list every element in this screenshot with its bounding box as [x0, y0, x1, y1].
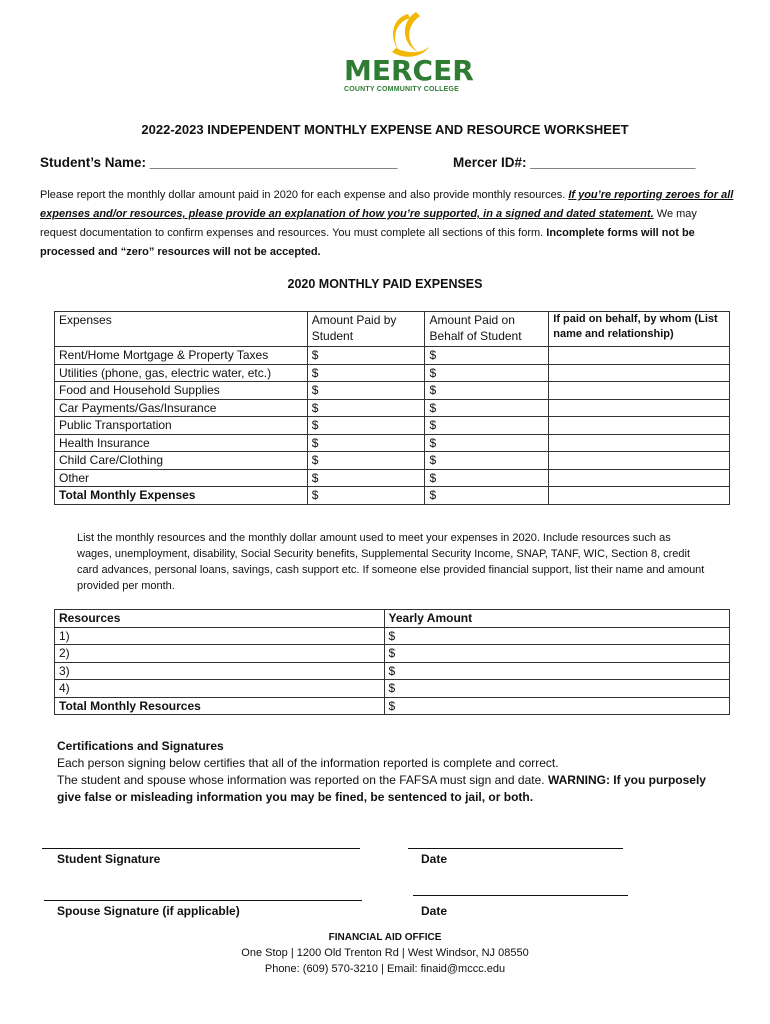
total-paid-by-whom-cell[interactable]: [549, 487, 730, 505]
paid-by-whom-cell[interactable]: [549, 417, 730, 435]
amount-on-behalf-cell[interactable]: $: [425, 452, 549, 470]
amount-by-student-cell[interactable]: $: [307, 347, 425, 365]
certifications-block: [57, 738, 717, 806]
paid-by-whom-cell[interactable]: [549, 452, 730, 470]
expense-label: Car Payments/Gas/Insurance: [55, 399, 308, 417]
expense-row: [55, 399, 730, 417]
total-expenses-label: Total Monthly Expenses: [55, 487, 308, 505]
amount-on-behalf-header: Amount Paid on Behalf of Student: [425, 312, 549, 347]
expense-row: [55, 452, 730, 470]
yearly-amount-cell[interactable]: $: [384, 662, 729, 680]
spouse-date-label: Date: [421, 904, 448, 918]
amount-by-student-cell[interactable]: $: [307, 452, 425, 470]
expense-label: Child Care/Clothing: [55, 452, 308, 470]
amount-by-student-cell[interactable]: $: [307, 399, 425, 417]
footer-contact: Phone: (609) 570-3210 | Email: finaid@mccc.edu: [264, 963, 506, 975]
amount-on-behalf-cell[interactable]: $: [425, 417, 549, 435]
resource-label[interactable]: 3): [55, 662, 385, 680]
worksheet-title: 2022-2023 INDEPENDENT MONTHLY EXPENSE AND RESOURCE WORKSHEET: [141, 122, 629, 137]
spouse-signature-label: Spouse Signature (if applicable): [57, 904, 240, 918]
paid-by-whom-cell[interactable]: [549, 347, 730, 365]
resource-row: [55, 627, 730, 645]
resource-row: [55, 662, 730, 680]
resource-label[interactable]: 2): [55, 645, 385, 663]
yearly-amount-cell[interactable]: $: [384, 645, 729, 663]
student-name-field[interactable]: Student’s Name: _________________________________: [40, 155, 398, 170]
amount-by-student-header: Amount Paid by Student: [307, 312, 425, 347]
instructions-paragraph: [40, 186, 735, 262]
intro-zeroes-note: If you’re reporting zeroes for all expenses and/or resources, please provide an explanation of how you’re supported, in a signed and dated statement.: [40, 189, 734, 220]
resource-label[interactable]: 4): [55, 680, 385, 698]
student-signature-line[interactable]: [42, 848, 360, 849]
expense-row: [55, 469, 730, 487]
expense-label: Food and Household Supplies: [55, 382, 308, 400]
paid-by-whom-header: If paid on behalf, by whom (List name and relationship): [549, 312, 730, 347]
resources-header: Resources: [55, 610, 385, 628]
resource-row: [55, 645, 730, 663]
amount-by-student-cell[interactable]: $: [307, 469, 425, 487]
logo-subtitle: COUNTY COMMUNITY COLLEGE: [344, 86, 459, 93]
expense-total-row: [55, 487, 730, 505]
amount-by-student-cell[interactable]: $: [307, 382, 425, 400]
amount-by-student-cell[interactable]: $: [307, 434, 425, 452]
amount-on-behalf-cell[interactable]: $: [425, 364, 549, 382]
yearly-amount-cell[interactable]: $: [384, 627, 729, 645]
expense-label: Rent/Home Mortgage & Property Taxes: [55, 347, 308, 365]
expense-row: [55, 347, 730, 365]
total-on-behalf-cell[interactable]: $: [425, 487, 549, 505]
resource-label[interactable]: 1): [55, 627, 385, 645]
student-signature-label: Student Signature: [57, 852, 161, 866]
paid-by-whom-cell[interactable]: [549, 399, 730, 417]
expense-row: [55, 417, 730, 435]
footer-office: FINANCIAL AID OFFICE: [328, 932, 442, 943]
expense-row: [55, 364, 730, 382]
total-resources-label: Total Monthly Resources: [55, 697, 385, 715]
resource-row: [55, 680, 730, 698]
logo-wordmark: MERCER: [344, 54, 474, 87]
certifications-sign-note: The student and spouse whose information was reported on the FAFSA must sign and date.: [57, 773, 548, 787]
resources-instructions: List the monthly resources and the monthly dollar amount used to meet your expenses in 2020. Include resources such as wages, unemployment, disability, Social Security benefits, Supplemental Security Income, SNAP, TANF, WIC, Section 8, credit card advances, personal loans, savings, cash support etc. If someone else provided financial support, list their name and amount provided per month.: [77, 532, 705, 592]
resource-total-row: [55, 697, 730, 715]
mercer-id-field[interactable]: Mercer ID#: ______________________: [453, 155, 696, 170]
certifications-line-2: [57, 772, 717, 806]
certifications-line-1: Each person signing below certifies that all of the information reported is complete and correct.: [57, 756, 559, 770]
footer-address: One Stop | 1200 Old Trenton Rd | West Windsor, NJ 08550: [241, 947, 529, 959]
expenses-table: [54, 311, 730, 505]
intro-incomplete-note: Incomplete forms will not be processed and “zero” resources will not be accepted.: [40, 227, 695, 258]
expense-label: Public Transportation: [55, 417, 308, 435]
expense-label: Health Insurance: [55, 434, 308, 452]
student-date-line[interactable]: [408, 848, 623, 849]
resources-table: [54, 609, 730, 715]
intro-text-2: We may request documentation to confirm expenses and resources. You must complete all sections of this form.: [40, 208, 697, 239]
amount-on-behalf-cell[interactable]: $: [425, 399, 549, 417]
amount-by-student-cell[interactable]: $: [307, 364, 425, 382]
paid-by-whom-cell[interactable]: [549, 364, 730, 382]
warning-text: WARNING: If you purposely give false or misleading information you may be fined, be sentenced to jail, or both.: [57, 773, 706, 804]
amount-on-behalf-cell[interactable]: $: [425, 382, 549, 400]
certifications-heading: Certifications and Signatures: [57, 739, 224, 753]
yearly-amount-cell[interactable]: $: [384, 680, 729, 698]
expense-label: Utilities (phone, gas, electric water, etc.): [55, 364, 308, 382]
yearly-amount-header: Yearly Amount: [384, 610, 729, 628]
expenses-section-title: 2020 MONTHLY PAID EXPENSES: [287, 277, 483, 291]
expense-label: Other: [55, 469, 308, 487]
amount-on-behalf-cell[interactable]: $: [425, 434, 549, 452]
amount-on-behalf-cell[interactable]: $: [425, 347, 549, 365]
expense-row: [55, 382, 730, 400]
expense-row: [55, 434, 730, 452]
student-date-label: Date: [421, 852, 448, 866]
total-by-student-cell[interactable]: $: [307, 487, 425, 505]
paid-by-whom-cell[interactable]: [549, 469, 730, 487]
amount-on-behalf-cell[interactable]: $: [425, 469, 549, 487]
paid-by-whom-cell[interactable]: [549, 382, 730, 400]
spouse-signature-line[interactable]: [44, 900, 362, 901]
intro-text-1: Please report the monthly dollar amount paid in 2020 for each expense and also provide monthly resources.: [40, 189, 569, 201]
spouse-date-line[interactable]: [413, 895, 628, 896]
total-yearly-amount-cell[interactable]: $: [384, 697, 729, 715]
amount-by-student-cell[interactable]: $: [307, 417, 425, 435]
paid-by-whom-cell[interactable]: [549, 434, 730, 452]
expenses-header: Expenses: [55, 312, 308, 347]
